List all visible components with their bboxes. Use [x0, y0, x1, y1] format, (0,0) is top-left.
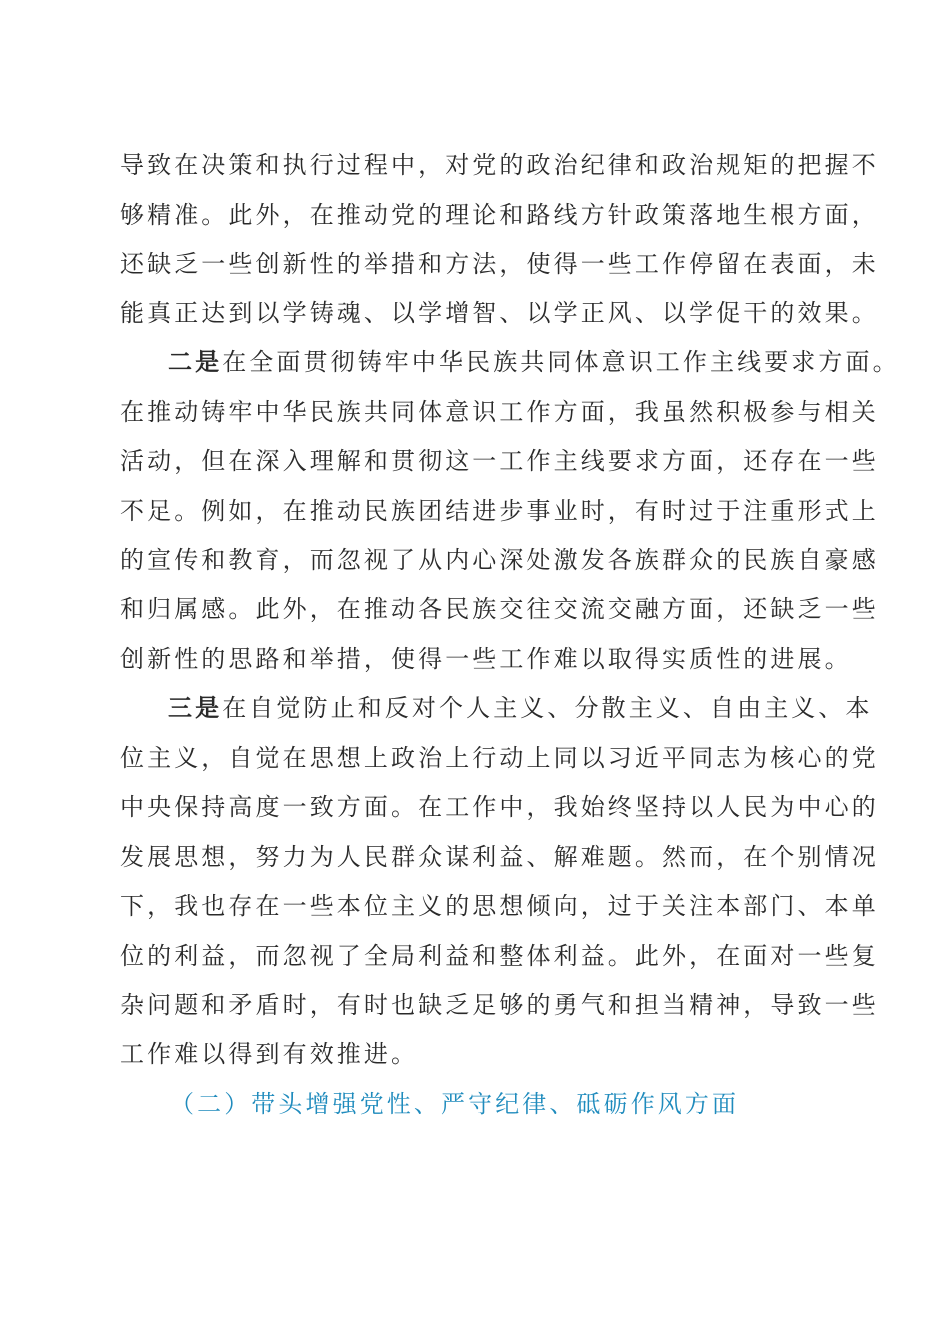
paragraph-2-line-6: 和归属感。此外，在推动各民族交往交流交融方面，还缺乏一些 [120, 595, 879, 623]
paragraph-3-first-line [168, 693, 880, 723]
paragraph-3-line-3: 中央保持高度一致方面。在工作中，我始终坚持以人民为中心的 [120, 793, 879, 821]
paragraph-1-line-1: 导致在决策和执行过程中，对党的政治纪律和政治规矩的把握不 [120, 151, 879, 179]
paragraph-2-first-line-text: 在全面贯彻铸牢中华民族共同体意识工作主线要求方面。 [222, 348, 900, 376]
paragraph-3-line-8: 工作难以得到有效推进。 [120, 1040, 419, 1068]
paragraph-2-line-4: 不足。例如，在推动民族团结进步事业时，有时过于注重形式上 [120, 497, 879, 525]
paragraph-3-line-6: 位的利益，而忽视了全局利益和整体利益。此外，在面对一些复 [120, 942, 879, 970]
paragraph-3-line-5: 下，我也存在一些本位主义的思想倾向，过于关注本部门、本单 [120, 892, 879, 920]
paragraph-2-line-3: 活动，但在深入理解和贯彻这一工作主线要求方面，还存在一些 [120, 447, 879, 475]
paragraph-3-line-2: 位主义，自觉在思想上政治上行动上同以习近平同志为核心的党 [120, 744, 879, 772]
paragraph-2-line-2: 在推动铸牢中华民族共同体意识工作方面，我虽然积极参与相关 [120, 398, 879, 426]
paragraph-2-line-5: 的宣传和教育，而忽视了从内心深处激发各族群众的民族自豪感 [120, 546, 879, 574]
paragraph-3-line-7: 杂问题和矛盾时，有时也缺乏足够的勇气和担当精神，导致一些 [120, 991, 879, 1019]
paragraph-3-lead: 三是 [168, 693, 223, 722]
paragraph-2-first-line [168, 347, 900, 377]
paragraph-1-line-3: 还缺乏一些创新性的举措和方法，使得一些工作停留在表面，未 [120, 250, 879, 278]
paragraph-3-first-line-text: 在自觉防止和反对个人主义、分散主义、自由主义、本 [222, 694, 873, 722]
section-heading: （二）带头增强党性、严守纪律、砥砺作风方面 [170, 1090, 740, 1118]
paragraph-2-line-7: 创新性的思路和举措，使得一些工作难以取得实质性的进展。 [120, 645, 852, 673]
paragraph-2-lead: 二是 [168, 347, 223, 376]
paragraph-3-line-4: 发展思想，努力为人民群众谋利益、解难题。然而，在个别情况 [120, 843, 879, 871]
paragraph-1-line-4: 能真正达到以学铸魂、以学增智、以学正风、以学促干的效果。 [120, 299, 879, 327]
paragraph-1-line-2: 够精准。此外，在推动党的理论和路线方针政策落地生根方面， [120, 201, 879, 229]
